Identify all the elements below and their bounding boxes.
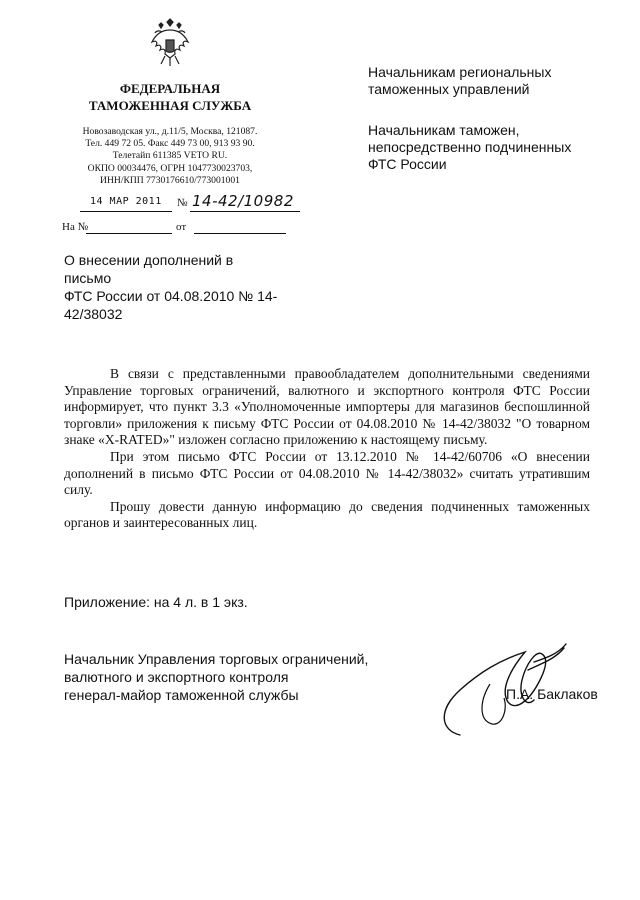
date-underline — [80, 211, 172, 212]
recipient-line: ФТС России — [368, 156, 447, 172]
signer-title-line: валютного и экспортного контроля — [64, 669, 289, 685]
subject-line: О внесении дополнений в письмо — [64, 252, 234, 286]
reference-number-blank — [86, 233, 172, 234]
org-address-block — [60, 126, 280, 187]
signer-title-line: генерал-майор таможенной службы — [64, 687, 299, 703]
recipient-line: таможенных управлений — [368, 81, 530, 97]
reference-number-label: На № — [62, 221, 89, 233]
number-sign: № — [177, 197, 188, 209]
letter-subject — [64, 251, 284, 323]
address-line: Новозаводская ул., д.11/5, Москва, 121087. — [82, 126, 258, 137]
recipient-line: непосредственно подчиненных — [368, 139, 572, 155]
number-underline — [190, 211, 300, 212]
recipient-block-1 — [368, 64, 588, 98]
recipient-line: Начальникам таможен, — [368, 122, 520, 138]
document-date: 14 МАР 2011 — [90, 196, 162, 207]
body-paragraph-1: В связи с представленными правообладателем дополнительными сведениями Управление торговых ограничений, валютного и экспортного контроля ФТС России информирует, что пункт 3.3 «Уполномоченные импортеры для магазинов беспошлинной торговли» приложения к письму ФТС России от 04.08.2010 № 14-42/38032 "О товарном знаке «X-RATED»" изложен согласно приложению к настоящему письму. — [64, 366, 590, 448]
org-line-1: ФЕДЕРАЛЬНАЯ — [119, 81, 221, 96]
reference-date-label: от — [176, 221, 187, 233]
body-paragraph-3: Прошу довести данную информацию до сведения подчиненных таможенных органов и заинтересованных лиц. — [64, 498, 590, 531]
signer-name: П.А. Баклаков — [506, 686, 598, 702]
signer-title-line: Начальник Управления торговых ограничений, — [64, 651, 369, 667]
subject-line: ФТС России от 04.08.2010 № 14- — [64, 288, 278, 304]
eagle-emblem-icon — [148, 18, 192, 68]
address-line: Телетайп 611385 VETO RU. — [112, 150, 228, 162]
letter-body — [64, 366, 590, 532]
date-number-row — [62, 192, 302, 216]
subject-line: 42/38032 — [64, 306, 123, 322]
signer-title-block — [64, 650, 404, 704]
organization-name — [70, 80, 270, 114]
body-paragraph-2: При этом письмо ФТС России от 13.12.2010 № 14-42/60706 «О внесении дополнений в письмо ФТС России от 04.08.2010 № 14-42/38032» считать утратившим силу. — [64, 448, 590, 498]
reference-row — [62, 221, 302, 241]
reference-date-blank — [194, 233, 286, 234]
org-line-2: ТАМОЖЕННАЯ СЛУЖБА — [88, 98, 252, 113]
recipient-line: Начальникам региональных — [368, 64, 552, 80]
address-line: ОКПО 00034476, ОГРН 1047730023703, — [87, 162, 253, 174]
attachment-note: Приложение: на 4 л. в 1 экз. — [64, 594, 248, 610]
address-line: Тел. 449 72 05. Факс 449 73 00, 913 93 90. — [85, 138, 255, 150]
recipient-block-2 — [368, 122, 598, 173]
document-number: 14-42/10982 — [192, 192, 294, 210]
address-line: ИНН/КПП 7730176610/773001001 — [100, 174, 240, 186]
